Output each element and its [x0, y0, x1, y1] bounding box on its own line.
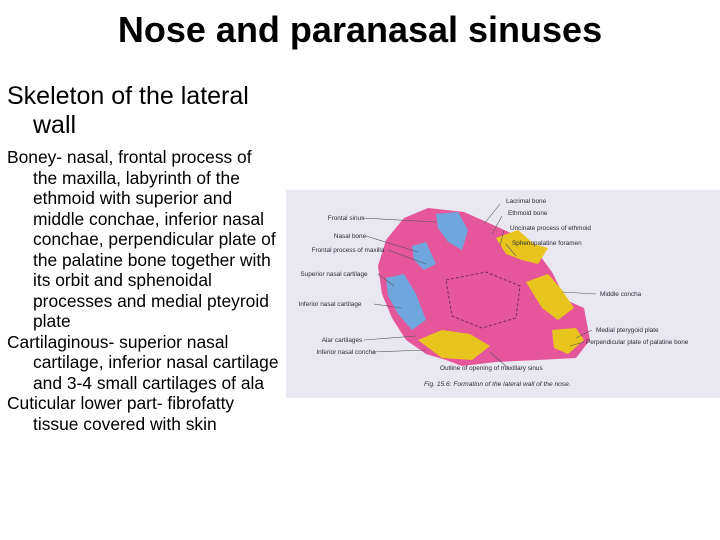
- label-nasal-bone: Nasal bone: [333, 233, 367, 240]
- section-heading-line2: wall: [33, 111, 77, 139]
- label-maxillary-sinus-outline: Outline of opening of maxillary sinus: [440, 365, 543, 372]
- section-heading-line1: Skeleton of the lateral: [7, 82, 249, 110]
- label-sphenopalatine-foramen: Sphenopalatine foramen: [512, 240, 582, 247]
- label-ethmoid-bone: Ethmoid bone: [508, 210, 548, 217]
- label-medial-pterygoid-plate: Medial pterygoid plate: [596, 327, 659, 334]
- paragraph-cartilaginous: Cartilaginous- superior nasal cartilage, inferior nasal cartilage and 3-4 small cartilages of ala: [7, 331, 279, 393]
- label-frontal-process: Frontal process of maxilla: [311, 247, 385, 254]
- figure-caption: Fig. 15.6: Formation of the lateral wall of the nose.: [424, 381, 571, 388]
- label-inferior-concha: Inferior nasal concha: [316, 349, 376, 356]
- paragraph-cuticular: Cuticular lower part- fibrofatty tissue covered with skin: [7, 393, 235, 434]
- label-perpendicular-plate: Perpendicular plate of palatine bone: [586, 339, 689, 346]
- label-middle-concha: Middle concha: [600, 291, 642, 298]
- body-text: [7, 147, 279, 434]
- anatomy-illustration: [286, 190, 720, 398]
- label-alar-cartilages: Alar cartilages: [321, 337, 363, 344]
- label-inferior-cartilage: Inferior nasal cartilage: [298, 301, 362, 308]
- label-lacrimal-bone: Lacrimal bone: [506, 198, 547, 205]
- slide-title: Nose and paranasal sinuses: [117, 9, 603, 50]
- lateral-wall-figure: [286, 190, 720, 398]
- label-frontal-sinus: Frontal sinus: [327, 215, 365, 222]
- section-heading: [7, 82, 297, 140]
- label-superior-cartilage: Superior nasal cartilage: [300, 271, 368, 278]
- paragraph-boney: Boney- nasal, frontal process of the maxilla, labyrinth of the ethmoid with superior and middle conchae, inferior nasal conchae, perpendicular plate of the palatine bone together with its orbit and sphenoidal processes and medial pteyroid plate: [7, 147, 276, 331]
- label-uncinate-process: Uncinate process of ethmoid: [510, 225, 591, 232]
